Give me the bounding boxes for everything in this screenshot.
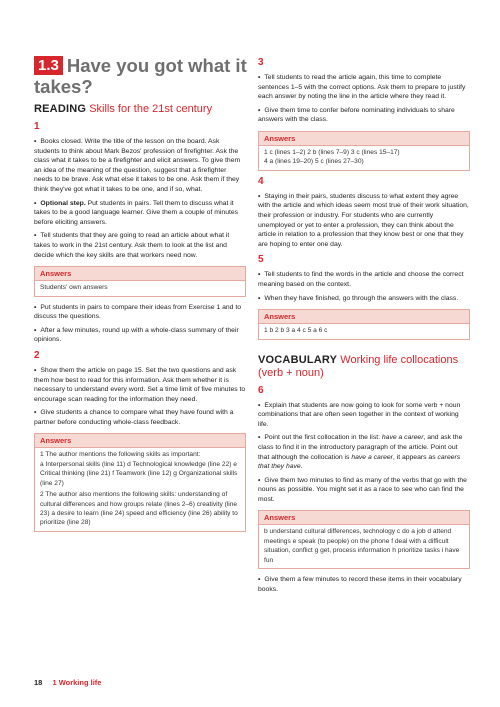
answers-label: Answers	[35, 434, 245, 448]
answers-label: Answers	[259, 132, 469, 146]
exercise-5-step-1: • Tell students to find the words in the article and choose the correct meaning based on the context.	[258, 270, 470, 289]
exercise-1-step-5: • After a few minutes, round up with a whole-class summary of their opinions.	[34, 326, 246, 345]
lesson-header	[34, 56, 250, 98]
answers-box-2	[34, 433, 246, 531]
chapter-name: 1 Working life	[52, 678, 102, 687]
exercise-6-step-2: • Point out the first collocation in the list: have a career, and ask the class to find it in the introductory paragraph of the article. Point out that although the collocation is have a career, it appears as careers that they have.	[258, 433, 470, 471]
answers-text: 1 b 2 b 3 a 4 c 5 a 6 c	[264, 327, 328, 335]
exercise-1-step-4: • Put students in pairs to compare their ideas from Exercise 1 and to discuss the questions.	[34, 303, 246, 322]
exercise-3-step-2: • Give them time to confer before nominating individuals to share answers with the class.	[258, 106, 470, 125]
answers-text: 1 c (lines 1–2) 2 b (lines 7–9) 3 c (lines 15–17) 4 a (lines 19–20) 5 c (lines 27–30)	[264, 148, 400, 166]
exercise-1-step-1: • Books closed. Write the title of the lesson on the board. Ask students to think about Mark Bezos' profession of firefighter. Ask the class what it takes to be a firefighter and elicit answers. To give them an idea of the meaning of the question, suggest that a firefighter needs to be brave. Ask what else it takes to be one. Ask them if they think they've got what it takes to be one, and if so, what.	[34, 137, 246, 195]
exercise-number-4: 4	[258, 175, 264, 187]
page-number: 18	[34, 678, 43, 687]
exercise-number-3: 3	[258, 57, 264, 68]
answers-label: Answers	[259, 511, 469, 525]
exercise-number-5: 5	[258, 254, 264, 266]
exercise-5-step-2: • When they have finished, go through the answers with the class.	[258, 294, 470, 304]
exercise-1-step-3: • Tell students that they are going to read an article about what it takes to work in the 21st century. Ask them to look at the list and decide which the key skills are that workers need now.	[34, 231, 246, 260]
exercise-number-1: 1	[34, 121, 40, 132]
right-column	[258, 56, 470, 594]
exercise-3-step-1: • Tell students to read the article again, this time to complete sentences 1–5 with the correct options. Ask them to prepare to justify each answer by noting the line in the article where they read it.	[258, 73, 470, 102]
answers-text: 1 The author mentions the following skills as important: a Interpersonal skills (line 11) d Technological knowledge (line 22) e Critical thinking (line 21) f Teamwork (line 12) g Organizational skills (line 27) 2 The author also mentions the following skills: understanding of cultural differences and how groups relate (lines 2–6) creativity (line 23) a desire to learn (line 24) speed and efficiency (line 26) ability to prioritize (line 28)	[40, 451, 238, 527]
page-footer	[34, 678, 101, 687]
lesson-number-badge: 1.3	[34, 56, 63, 75]
left-column	[34, 103, 246, 532]
vocabulary-heading: VOCABULARY Working life collocations (verb + noun)	[258, 353, 459, 379]
exercise-2-step-1: • Show them the article on page 15. Set the two questions and ask them how best to read for this information. Ask them whether it is necessary to understand every word. Set a time limit of five minutes to encourage scan reading for the information they need.	[34, 366, 246, 404]
answers-text: Students' own answers	[40, 284, 108, 292]
exercise-1-optional-step: • Optional step. Put students in pairs. Tell them to discuss what it takes to be a good language learner. Give them a couple of minutes before eliciting answers.	[34, 199, 246, 228]
answers-text: b understand cultural differences, technology c do a job d attend meetings e speak (to people) on the phone f deal with a difficult situation, conflict g get, process information h prioritize tasks i have fun	[264, 528, 460, 564]
answers-box-6	[258, 510, 470, 569]
exercise-6-step-1: • Explain that students are now going to look for some verb + noun combinations that are often seen together in the context of working life.	[258, 401, 470, 430]
exercise-number-2: 2	[34, 349, 40, 361]
lesson-title: Have you got what it takes?	[34, 55, 247, 97]
answers-label: Answers	[259, 310, 469, 324]
exercise-6-step-3: • Give them two minutes to find as many of the verbs that go with the nouns as possible. You might set it as a race to see who can find the most.	[258, 476, 470, 505]
answers-box-1	[34, 266, 246, 296]
answers-box-5	[258, 309, 470, 339]
exercise-6-step-4: • Give them a few minutes to record these items in their vocabulary books.	[258, 575, 470, 594]
exercise-4-step-1: • Staying in their pairs, students discuss to what extent they agree with the article and which ideas seem most true of their work situation, their profession or industry. For students who are currently unemployed or yet to enter a profession, they can think about the article in relation to a profession that they know best or one that they are hoping to enter one day.	[258, 192, 470, 250]
exercise-2-step-2: • Give students a chance to compare what they have found with a partner before conducting whole-class feedback.	[34, 408, 246, 427]
answers-label: Answers	[35, 267, 245, 281]
answers-box-3	[258, 131, 470, 171]
exercise-number-6: 6	[258, 384, 264, 396]
reading-heading: READING Skills for the 21st century	[34, 103, 213, 115]
